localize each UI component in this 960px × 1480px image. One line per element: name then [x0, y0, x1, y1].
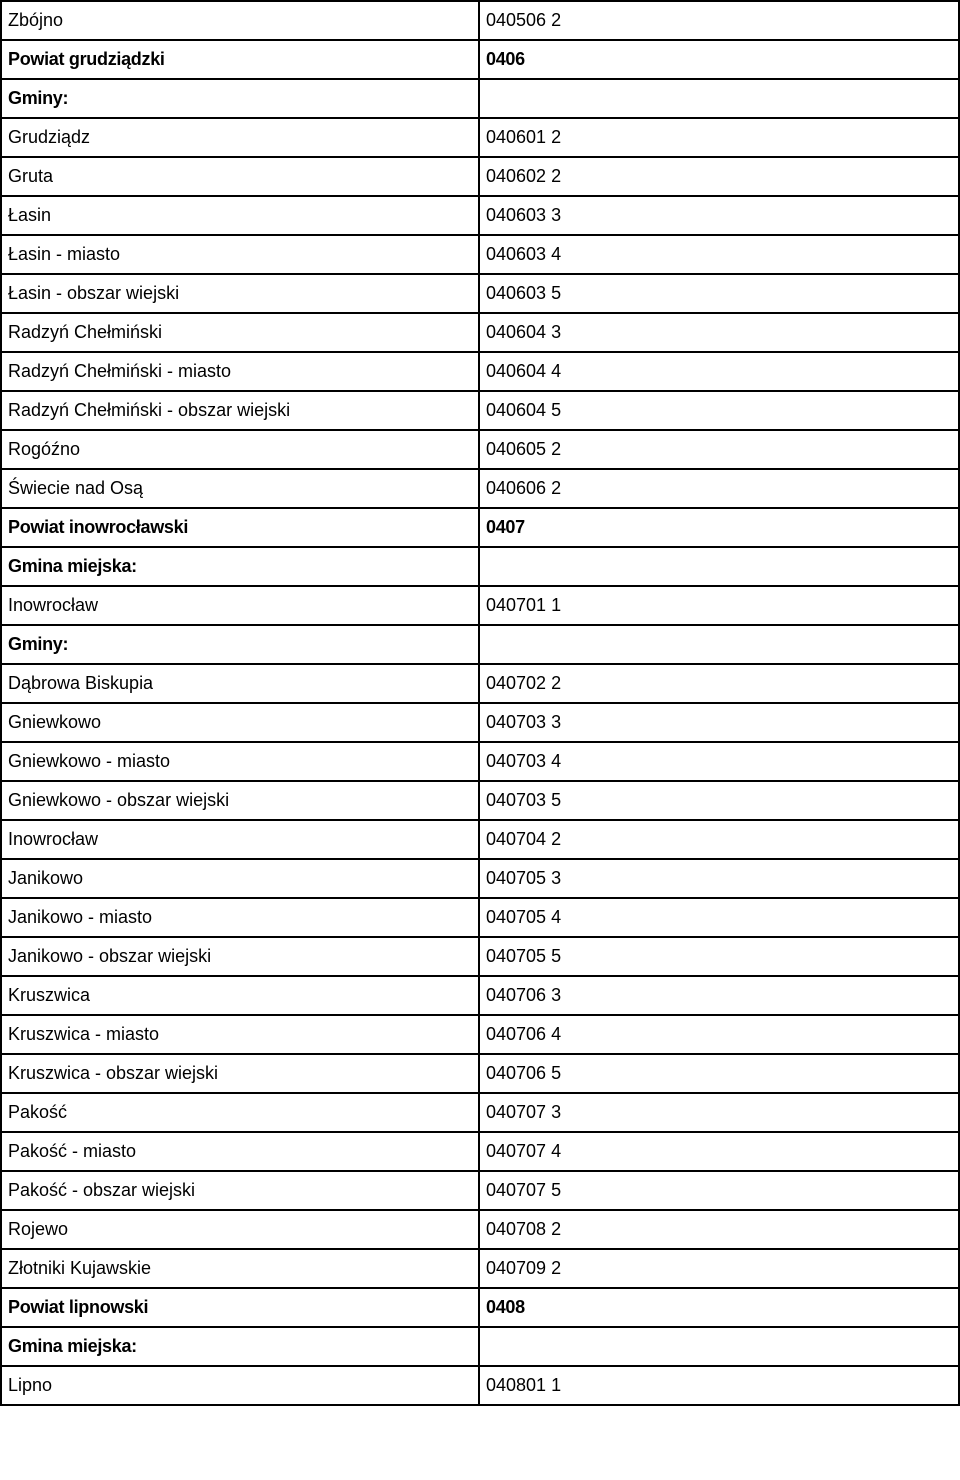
powiat-name-cell: Powiat grudziądzki — [1, 40, 479, 79]
unit-name-cell: Grudziądz — [1, 118, 479, 157]
unit-name-cell: Radzyń Chełmiński - obszar wiejski — [1, 391, 479, 430]
unit-code-cell: 040701 1 — [479, 586, 959, 625]
unit-name-cell: Pakość - obszar wiejski — [1, 1171, 479, 1210]
powiat-code-cell: 0408 — [479, 1288, 959, 1327]
unit-name-cell: Gniewkowo - miasto — [1, 742, 479, 781]
unit-name-cell: Rogóźno — [1, 430, 479, 469]
unit-name-cell: Rojewo — [1, 1210, 479, 1249]
powiat-code-cell: 0406 — [479, 40, 959, 79]
unit-code-cell: 040602 2 — [479, 157, 959, 196]
section-heading-cell: Gminy: — [1, 79, 479, 118]
table-row — [1, 1366, 959, 1405]
table-row — [1, 976, 959, 1015]
table-row — [1, 274, 959, 313]
unit-name-cell: Zbójno — [1, 1, 479, 40]
table-row — [1, 1210, 959, 1249]
unit-code-cell: 040604 5 — [479, 391, 959, 430]
unit-code-cell: 040703 4 — [479, 742, 959, 781]
table-row — [1, 1132, 959, 1171]
section-heading-cell: Gmina miejska: — [1, 1327, 479, 1366]
unit-code-cell: 040707 5 — [479, 1171, 959, 1210]
unit-name-cell: Inowrocław — [1, 820, 479, 859]
table-row — [1, 235, 959, 274]
section-heading-row — [1, 79, 959, 118]
powiat-header-row — [1, 1288, 959, 1327]
unit-name-cell: Janikowo - obszar wiejski — [1, 937, 479, 976]
unit-code-cell: 040704 2 — [479, 820, 959, 859]
unit-code-cell: 040604 3 — [479, 313, 959, 352]
unit-name-cell: Inowrocław — [1, 586, 479, 625]
unit-code-cell: 040604 4 — [479, 352, 959, 391]
table-row — [1, 664, 959, 703]
unit-code-cell: 040603 4 — [479, 235, 959, 274]
unit-name-cell: Łasin — [1, 196, 479, 235]
unit-name-cell: Radzyń Chełmiński — [1, 313, 479, 352]
section-heading-row — [1, 547, 959, 586]
table-row — [1, 1, 959, 40]
table-body — [1, 1, 959, 1405]
table-row — [1, 469, 959, 508]
table-row — [1, 1054, 959, 1093]
unit-code-cell: 040801 1 — [479, 1366, 959, 1405]
unit-name-cell: Świecie nad Osą — [1, 469, 479, 508]
unit-code-cell: 040603 5 — [479, 274, 959, 313]
unit-name-cell: Gniewkowo — [1, 703, 479, 742]
unit-name-cell: Kruszwica — [1, 976, 479, 1015]
table-row — [1, 391, 959, 430]
unit-name-cell: Dąbrowa Biskupia — [1, 664, 479, 703]
unit-code-cell: 040709 2 — [479, 1249, 959, 1288]
unit-name-cell: Janikowo - miasto — [1, 898, 479, 937]
unit-name-cell: Kruszwica - obszar wiejski — [1, 1054, 479, 1093]
unit-code-cell: 040506 2 — [479, 1, 959, 40]
unit-code-cell: 040606 2 — [479, 469, 959, 508]
table-row — [1, 820, 959, 859]
unit-code-cell — [479, 1327, 959, 1366]
unit-name-cell: Pakość - miasto — [1, 1132, 479, 1171]
unit-code-cell — [479, 547, 959, 586]
unit-name-cell: Gruta — [1, 157, 479, 196]
unit-code-cell: 040706 5 — [479, 1054, 959, 1093]
table-row — [1, 118, 959, 157]
table-row — [1, 586, 959, 625]
unit-code-cell: 040707 3 — [479, 1093, 959, 1132]
unit-name-cell: Radzyń Chełmiński - miasto — [1, 352, 479, 391]
unit-code-cell: 040702 2 — [479, 664, 959, 703]
table-row — [1, 859, 959, 898]
table-row — [1, 1171, 959, 1210]
table-row — [1, 1093, 959, 1132]
table-row — [1, 1015, 959, 1054]
unit-name-cell: Kruszwica - miasto — [1, 1015, 479, 1054]
unit-code-cell: 040603 3 — [479, 196, 959, 235]
table-row — [1, 1249, 959, 1288]
unit-name-cell: Łasin - miasto — [1, 235, 479, 274]
unit-name-cell: Lipno — [1, 1366, 479, 1405]
table-row — [1, 157, 959, 196]
unit-code-cell: 040703 5 — [479, 781, 959, 820]
unit-name-cell: Łasin - obszar wiejski — [1, 274, 479, 313]
table-row — [1, 313, 959, 352]
powiat-name-cell: Powiat lipnowski — [1, 1288, 479, 1327]
powiat-header-row — [1, 40, 959, 79]
unit-code-cell: 040705 4 — [479, 898, 959, 937]
unit-code-cell: 040605 2 — [479, 430, 959, 469]
section-heading-row — [1, 1327, 959, 1366]
unit-name-cell: Pakość — [1, 1093, 479, 1132]
table-row — [1, 196, 959, 235]
unit-code-cell — [479, 79, 959, 118]
powiat-code-cell: 0407 — [479, 508, 959, 547]
unit-code-cell: 040708 2 — [479, 1210, 959, 1249]
unit-code-cell: 040703 3 — [479, 703, 959, 742]
powiat-name-cell: Powiat inowrocławski — [1, 508, 479, 547]
unit-code-cell: 040601 2 — [479, 118, 959, 157]
table-row — [1, 430, 959, 469]
unit-code-cell: 040705 5 — [479, 937, 959, 976]
table-row — [1, 898, 959, 937]
table-row — [1, 937, 959, 976]
unit-code-cell: 040707 4 — [479, 1132, 959, 1171]
section-heading-cell: Gminy: — [1, 625, 479, 664]
unit-code-cell — [479, 625, 959, 664]
unit-name-cell: Złotniki Kujawskie — [1, 1249, 479, 1288]
section-heading-cell: Gmina miejska: — [1, 547, 479, 586]
table-row — [1, 742, 959, 781]
table-row — [1, 781, 959, 820]
powiat-header-row — [1, 508, 959, 547]
unit-name-cell: Gniewkowo - obszar wiejski — [1, 781, 479, 820]
unit-code-cell: 040706 4 — [479, 1015, 959, 1054]
table-row — [1, 352, 959, 391]
table-row — [1, 703, 959, 742]
unit-code-cell: 040706 3 — [479, 976, 959, 1015]
unit-code-cell: 040705 3 — [479, 859, 959, 898]
section-heading-row — [1, 625, 959, 664]
unit-name-cell: Janikowo — [1, 859, 479, 898]
